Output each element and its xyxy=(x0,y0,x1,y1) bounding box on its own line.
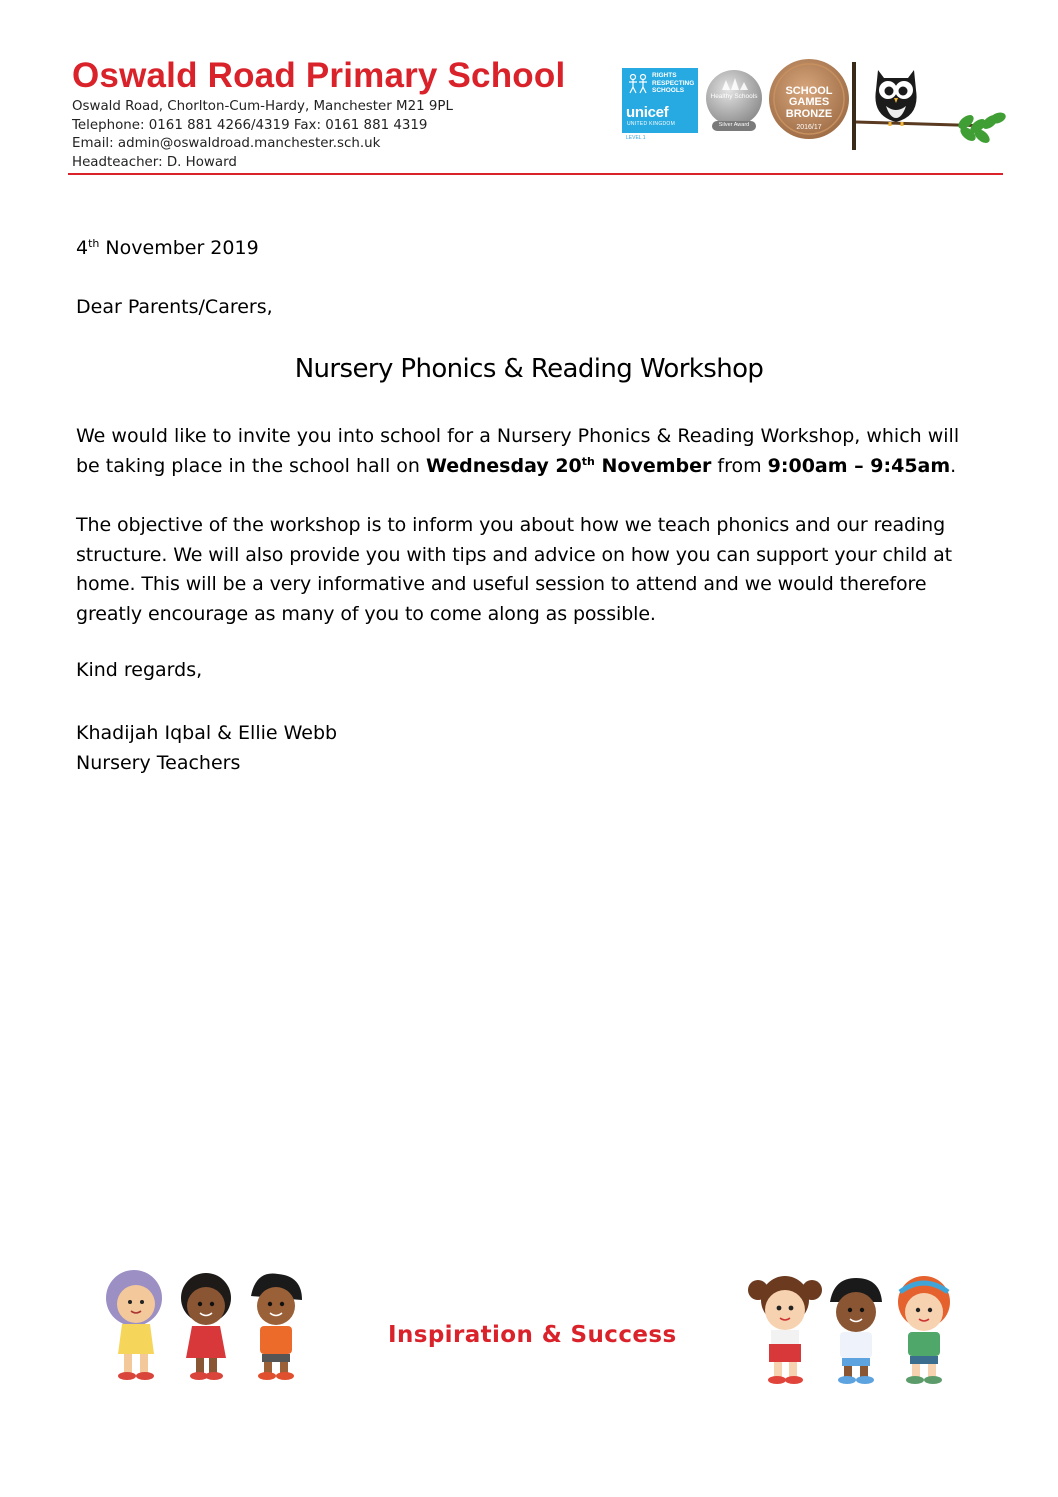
children-figures-icon xyxy=(627,72,649,96)
signature-block xyxy=(76,718,337,778)
rights-respecting-schools-logo xyxy=(622,68,698,133)
school-games-award: BRONZE xyxy=(785,108,833,120)
signatories: Khadijah Iqbal & Ellie Webb xyxy=(76,722,338,744)
school-games-year: 2016/17 xyxy=(796,124,822,131)
address-line: Oswald Road, Chorlton-Cum-Hardy, Manchester M21 9PL xyxy=(72,99,453,114)
children-illustration-right xyxy=(746,1266,966,1390)
telephone-line: Telephone: 0161 881 4266/4319 Fax: 0161 881 4319 xyxy=(72,117,428,133)
healthy-schools-label: Healthy Schools xyxy=(710,93,758,100)
objective-paragraph xyxy=(76,511,976,629)
paragraph-line: home. This will be a very informative and useful session to attend and we would therefore xyxy=(76,573,927,596)
email-line: Email: admin@oswaldroad.manchester.sch.uk xyxy=(72,136,381,152)
unicef-wordmark: unicef xyxy=(626,104,669,121)
owl-on-branch-icon xyxy=(850,60,1010,152)
paragraph-line: The objective of the workshop is to inform you about how we teach phonics and our reading xyxy=(76,514,946,536)
salutation: Dear Parents/Carers, xyxy=(76,296,273,318)
headteacher-line: Headteacher: D. Howard xyxy=(72,154,237,170)
school-address-block xyxy=(72,98,453,172)
school-games-title: SCHOOL GAMES xyxy=(785,85,833,108)
paragraph-line: be taking place in the school hall on Wednesday 20th November from 9:00am – 9:45am. xyxy=(76,454,957,477)
letter-date: 4th November 2019 xyxy=(76,237,259,259)
rrs-level: LEVEL 1 xyxy=(626,135,646,141)
paragraph-line: structure. We will also provide you with tips and advice on how you can support your child at xyxy=(76,543,952,566)
unicef-country: UNITED KINGDOM xyxy=(627,121,676,127)
school-motto: Inspiration & Success xyxy=(388,1322,677,1348)
event-time: 9:00am – 9:45am xyxy=(767,454,951,477)
healthy-schools-award: Silver Award xyxy=(718,122,750,128)
event-day: Wednesday 20th November xyxy=(426,454,712,477)
paragraph-line: We would like to invite you into school for a Nursery Phonics & Reading Workshop, which will xyxy=(76,425,960,447)
signatory-role: Nursery Teachers xyxy=(76,752,241,774)
closing: Kind regards, xyxy=(76,659,203,681)
header-divider xyxy=(68,173,1003,175)
paragraph-line: greatly encourage as many of you to come along as possible. xyxy=(76,602,656,625)
school-name: Oswald Road Primary School xyxy=(72,56,566,95)
children-illustration-left xyxy=(96,1262,312,1386)
rrs-text: RIGHTS RESPECTING SCHOOLS xyxy=(652,72,695,94)
letter-title: Nursery Phonics & Reading Workshop xyxy=(294,354,764,384)
invitation-paragraph xyxy=(76,422,976,481)
